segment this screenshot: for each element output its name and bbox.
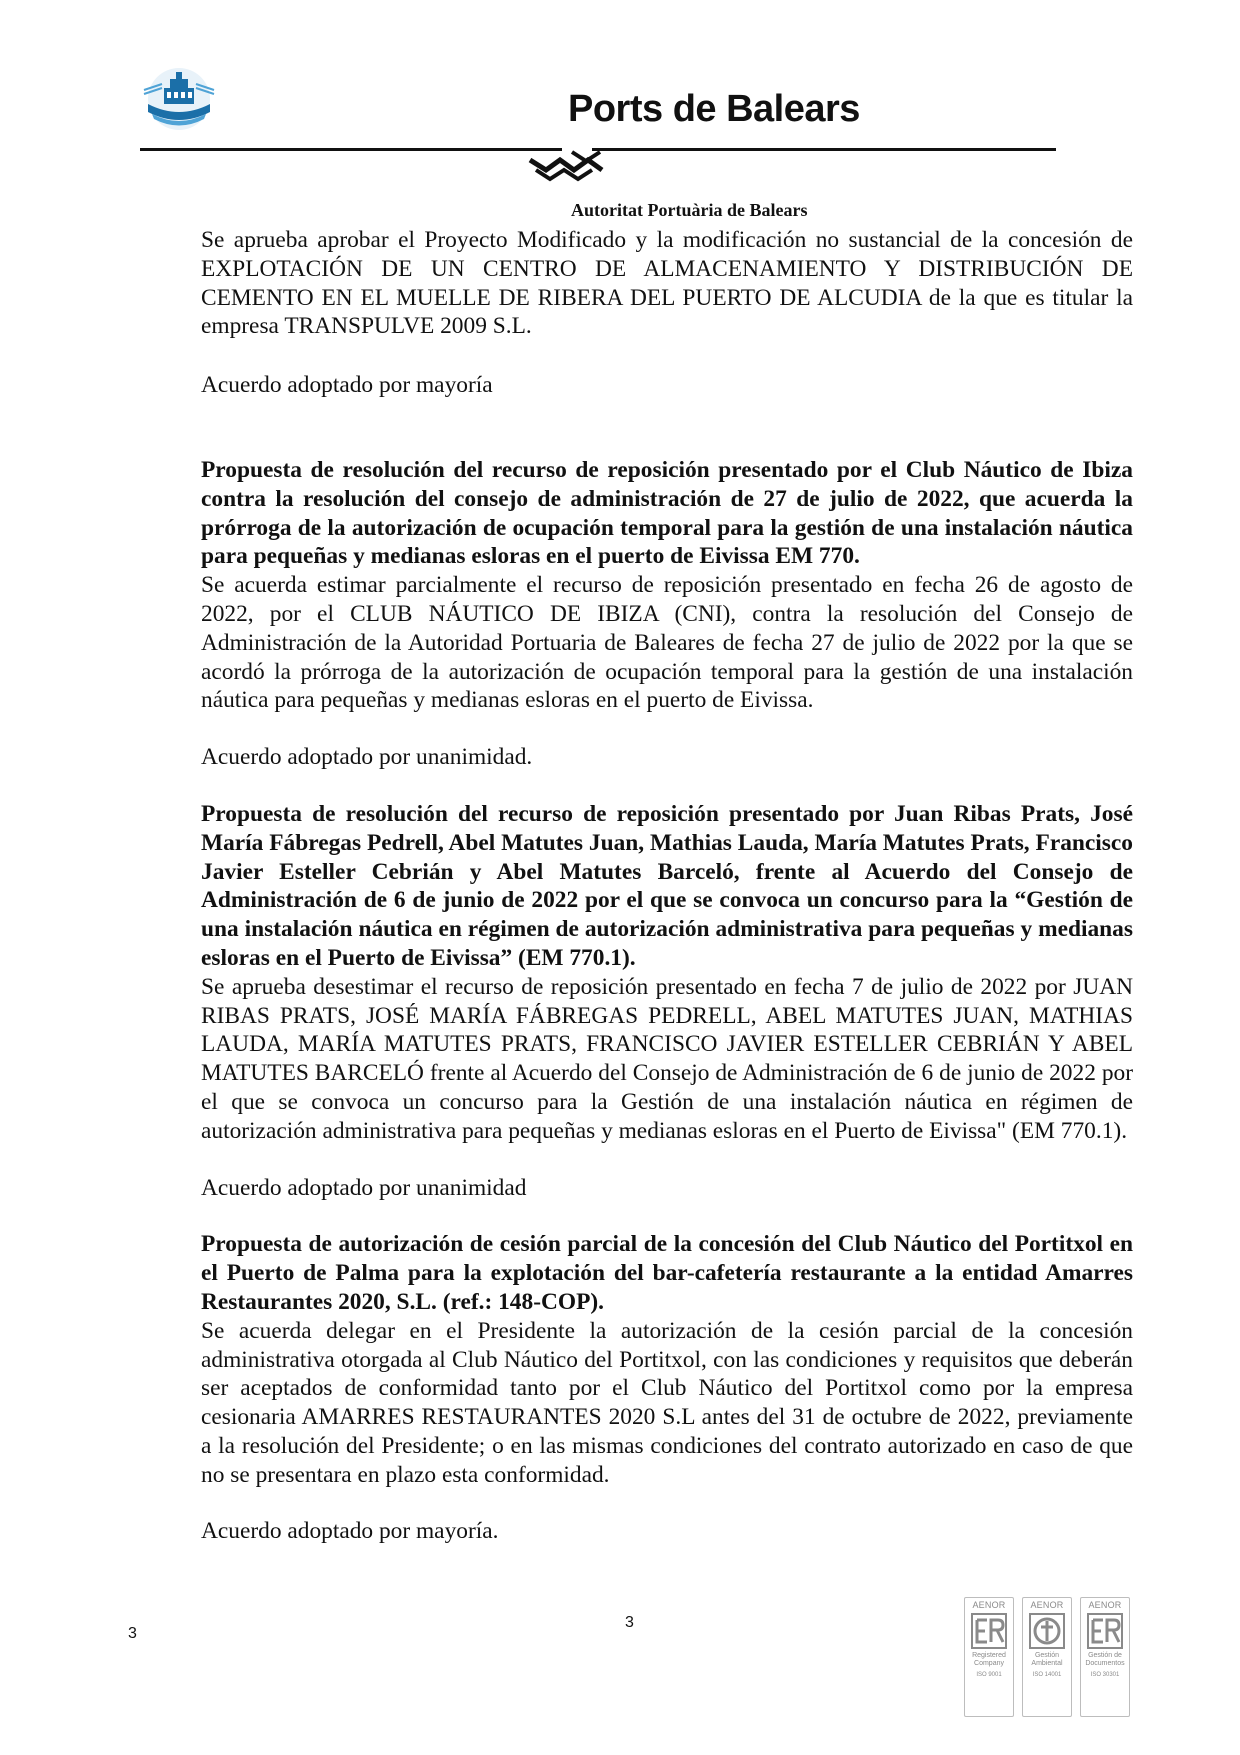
cert-brand: AENOR bbox=[1088, 1600, 1122, 1610]
cert-label: Gestión Ambiental bbox=[1031, 1652, 1063, 1667]
cert-label: Registered Company bbox=[972, 1652, 1006, 1667]
agreement-statement: Acuerdo adoptado por mayoría bbox=[201, 372, 493, 399]
document-management-icon bbox=[1086, 1612, 1124, 1650]
paragraph-em-770-1: Se aprueba desestimar el recurso de reposición presentado en fecha 7 de julio de 2022 por JUAN RIBAS PRATS, JOSÉ MARÍA FÁBREGAS PEDRELL, ABEL MATUTES JUAN, MATHIAS LAUDA, MARÍA MATUTES PRATS, FRANCISCO JAVIER ESTELLER CEBRIÁN Y ABEL MATUTES BARCELÓ frente al Acuerdo del Consejo de Administración de 6 de junio de 2022 por el que se convoca un concurso para la Gestión de una instalación náutica en régimen de autorización administrativa para pequeñas y medianas esloras en el Puerto de Eivissa" (EM 770.1). bbox=[201, 973, 1133, 1144]
paragraph-cement-concession: Se aprueba aprobar el Proyecto Modificado y la modificación no sustancial de la concesión de EXPLOTACIÓN DE UN CENTRO DE ALMACENAMIENTO Y DISTRIBUCIÓN DE CEMENTO EN EL MUELLE DE RIBERA DEL PUERTO DE ALCUDIA de la que es titular la empresa TRANSPULVE 2009 S.L. bbox=[201, 227, 1133, 340]
aenor-gd-badge bbox=[1080, 1597, 1130, 1717]
agreement-statement: Acuerdo adoptado por unanimidad bbox=[201, 1174, 527, 1201]
environmental-management-icon bbox=[1028, 1612, 1066, 1650]
cert-brand: AENOR bbox=[1030, 1600, 1064, 1610]
brand-name: Ports de Balears bbox=[568, 88, 860, 130]
section-heading-em-770-1: Propuesta de resolución del recurso de reposición presentado por Juan Ribas Prats, José María Fábregas Pedrell, Abel Matutes Juan, Mathias Lauda, María Matutes Prats, Francisco Javier Esteller Cebrián y Abel Matutes Barceló, frente al Acuerdo del Consejo de Administración de 6 de junio de 2022 por el que se convoca un concurso para la “Gestión de una instalación náutica en régimen de autorización administrativa para pequeñas y medianas esloras en el Puerto de Eivissa” (EM 770.1). bbox=[201, 800, 1133, 971]
authority-name: Autoritat Portuària de Balears bbox=[571, 200, 808, 220]
certification-badges bbox=[964, 1597, 1130, 1717]
ports-de-balears-logo bbox=[140, 66, 218, 132]
section-heading-portitxol: Propuesta de autorización de cesión parcial de la concesión del Club Náutico del Portitxol en el Puerto de Palma para la explotación del bar-cafetería restaurante a la entidad Amarres Restaurantes 2020, S.L. (ref.: 148-COP). bbox=[201, 1231, 1133, 1315]
brand-wave-icon bbox=[526, 146, 616, 184]
document-body bbox=[201, 226, 1133, 1546]
cert-iso: ISO 9001 bbox=[976, 1672, 1002, 1678]
agreement-statement: Acuerdo adoptado por mayoría. bbox=[201, 1518, 499, 1545]
registered-company-icon bbox=[970, 1612, 1008, 1650]
agreement-statement: Acuerdo adoptado por unanimidad. bbox=[201, 744, 533, 771]
cert-label: Gestión de Documentos bbox=[1085, 1652, 1125, 1667]
page-number-center: 3 bbox=[625, 1614, 634, 1631]
cert-brand: AENOR bbox=[972, 1600, 1006, 1610]
paragraph-portitxol: Se acuerda delegar en el Presidente la autorización de la cesión parcial de la concesión administrativa otorgada al Club Náutico del Portitxol, con las condiciones y requisitos que deberán ser aceptados de conformidad tanto por el Club Náutico del Portitxol como por la empresa cesionaria AMARRES RESTAURANTES 2020 S.L antes del 31 de octubre de 2022, previamente a la resolución del Presidente; o en las mismas condiciones del contrato autorizado en caso de que no se presentara en plazo esta conformidad. bbox=[201, 1317, 1133, 1488]
cert-iso: ISO 14001 bbox=[1032, 1672, 1062, 1678]
paragraph-club-nautico-ibiza: Se acuerda estimar parcialmente el recurso de reposición presentado en fecha 26 de agosto de 2022, por el CLUB NÁUTICO DE IBIZA (CNI), contra la resolución del Consejo de Administración de la Autoridad Portuaria de Baleares de fecha 27 de julio de 2022 por la que se acordó la prórroga de la autorización de ocupación temporal para la gestión de una instalación náutica para pequeñas y medianas esloras en el puerto de Eivissa. bbox=[201, 572, 1133, 714]
cert-iso: ISO 30301 bbox=[1090, 1672, 1120, 1678]
aenor-ga-badge bbox=[1022, 1597, 1072, 1717]
section-heading-club-nautico-ibiza: Propuesta de resolución del recurso de reposición presentado por el Club Náutico de Ibiza contra la resolución del consejo de administración de 27 de julio de 2022, que acuerda la prórroga de la autorización de ocupación temporal para la gestión de una instalación náutica para pequeñas y medianas esloras en el puerto de Eivissa EM 770. bbox=[201, 456, 1133, 570]
page-number-left: 3 bbox=[128, 1625, 137, 1642]
aenor-er-badge bbox=[964, 1597, 1014, 1717]
